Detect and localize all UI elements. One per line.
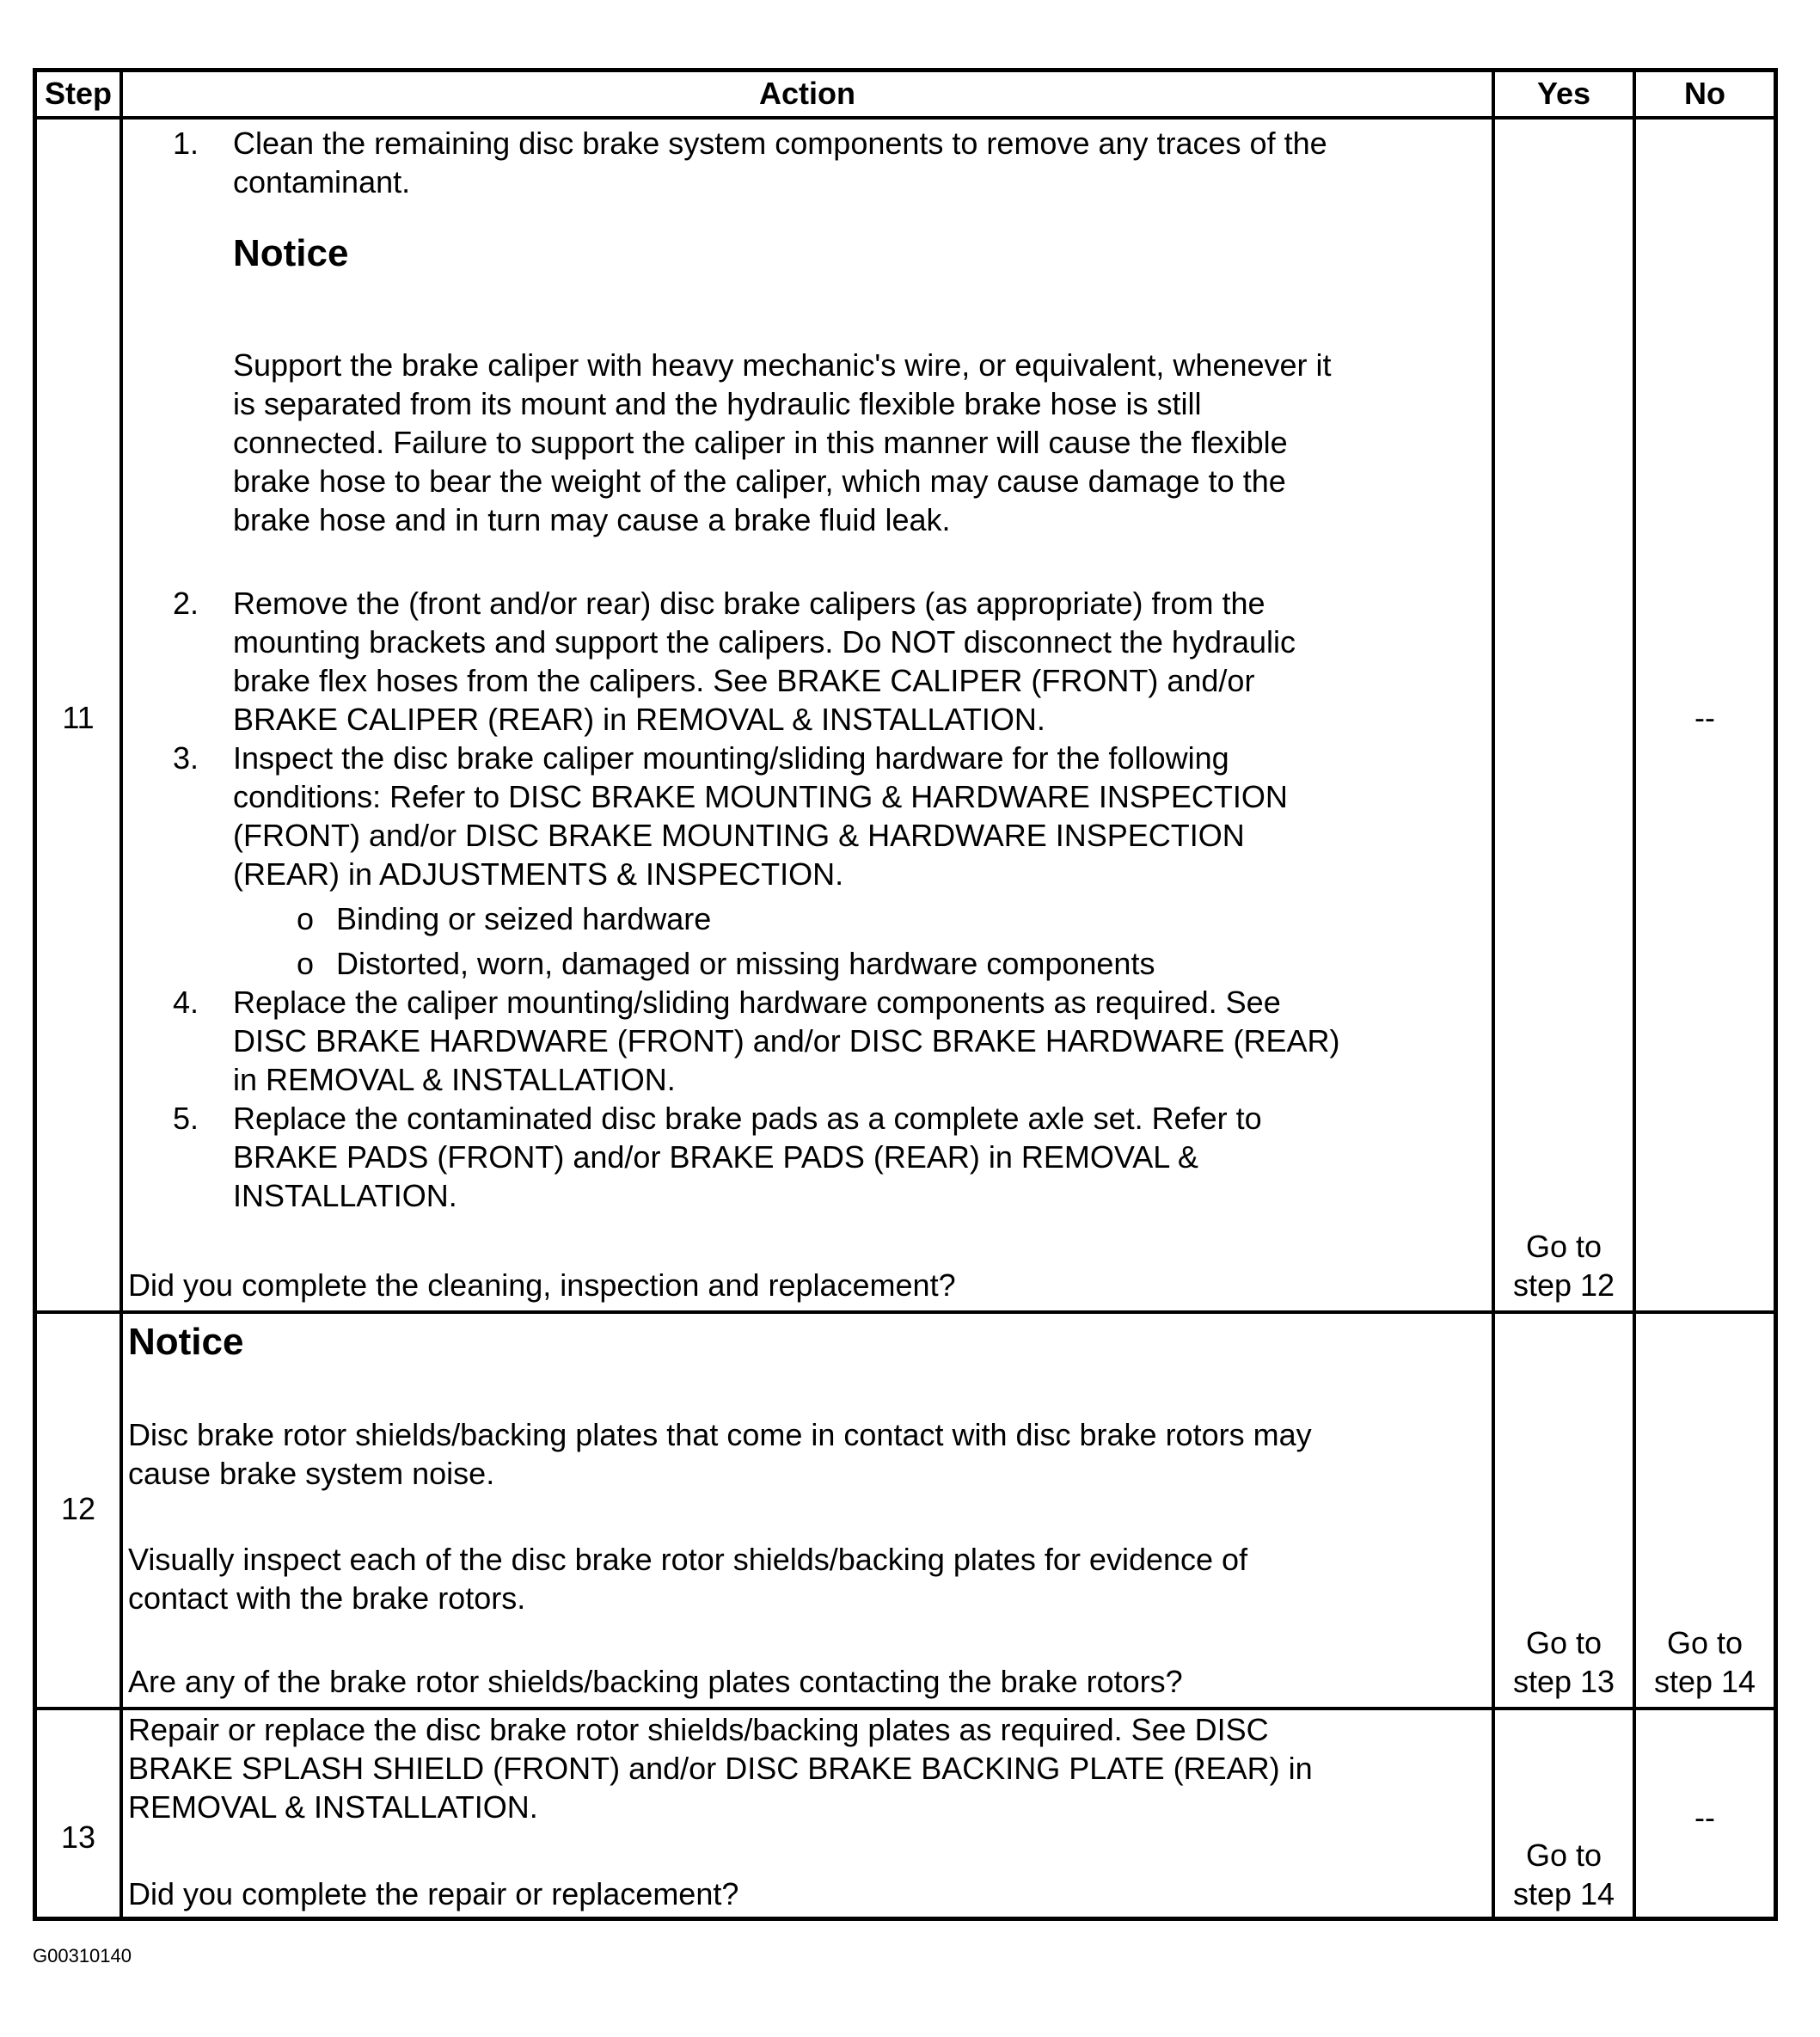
list-item-line: Replace the contaminated disc brake pads as a complete axle set. Refer to	[233, 1101, 1262, 1136]
instruction-line: contact with the brake rotors.	[128, 1580, 526, 1616]
no-action: --	[1694, 700, 1715, 735]
step-number: 12	[60, 1491, 96, 1526]
diagnostic-table	[33, 68, 1778, 1921]
list-item-line: Clean the remaining disc brake system components to remove any traces of the	[233, 126, 1327, 161]
notice-title: Notice	[233, 232, 349, 274]
list-item-line: Replace the caliper mounting/sliding hardware components as required. See	[233, 985, 1281, 1020]
sub-list-item: Distorted, worn, damaged or missing hardware components	[336, 946, 1155, 981]
list-item-line: conditions: Refer to DISC BRAKE MOUNTING & HARDWARE INSPECTION	[233, 779, 1288, 814]
bullet-icon: o	[297, 946, 315, 981]
column-divider	[119, 72, 123, 1917]
question-text: Are any of the brake rotor shields/backing plates contacting the brake rotors?	[128, 1664, 1183, 1699]
instruction-line: Visually inspect each of the disc brake rotor shields/backing plates for evidence of	[128, 1542, 1248, 1577]
question-text: Did you complete the cleaning, inspection and replacement?	[128, 1267, 956, 1303]
step-number: 13	[60, 1819, 96, 1855]
yes-action: Go to	[1525, 1625, 1602, 1660]
list-item-line: BRAKE PADS (FRONT) and/or BRAKE PADS (REAR) in REMOVAL &	[233, 1139, 1198, 1175]
list-item-line: INSTALLATION.	[233, 1178, 457, 1213]
header-action: Action	[759, 76, 855, 111]
header-yes: Yes	[1536, 76, 1591, 111]
list-item-line: BRAKE CALIPER (REAR) in REMOVAL & INSTALLATION.	[233, 702, 1045, 737]
header-no: No	[1684, 76, 1725, 111]
figure-code: G00310140	[33, 1945, 132, 1966]
list-item-line: (REAR) in ADJUSTMENTS & INSPECTION.	[233, 856, 844, 892]
instruction-line: REMOVAL & INSTALLATION.	[128, 1789, 538, 1825]
instruction-line: BRAKE SPLASH SHIELD (FRONT) and/or DISC BRAKE BACKING PLATE (REAR) in	[128, 1751, 1313, 1786]
question-text: Did you complete the repair or replacement?	[128, 1876, 739, 1911]
list-number: 4.	[172, 985, 199, 1020]
list-item-line: (FRONT) and/or DISC BRAKE MOUNTING & HARDWARE INSPECTION	[233, 818, 1245, 853]
bullet-icon: o	[297, 901, 315, 936]
no-action: Go to	[1666, 1625, 1743, 1660]
yes-action: Go to	[1525, 1229, 1602, 1264]
list-number: 2.	[172, 586, 199, 621]
list-number: 3.	[172, 740, 199, 776]
list-item-line: Remove the (front and/or rear) disc brake calipers (as appropriate) from the	[233, 586, 1265, 621]
list-item-line: in REMOVAL & INSTALLATION.	[233, 1062, 676, 1097]
list-number: 5.	[172, 1101, 199, 1136]
yes-action: step 14	[1512, 1876, 1615, 1911]
notice-line: brake hose to bear the weight of the caliper, which may cause damage to the	[233, 463, 1286, 499]
step-number: 11	[62, 700, 95, 735]
list-item-line: Inspect the disc brake caliper mounting/sliding hardware for the following	[233, 740, 1229, 776]
notice-line: Support the brake caliper with heavy mechanic's wire, or equivalent, whenever it	[233, 347, 1332, 383]
instruction-line: Repair or replace the disc brake rotor shields/backing plates as required. See DISC	[128, 1712, 1269, 1747]
notice-line: brake hose and in turn may cause a brake fluid leak.	[233, 502, 951, 537]
sub-list-item: Binding or seized hardware	[336, 901, 712, 936]
list-number: 1.	[172, 126, 199, 161]
list-item-line: contaminant.	[233, 164, 411, 199]
list-item-line: brake flex hoses from the calipers. See BRAKE CALIPER (FRONT) and/or	[233, 663, 1255, 698]
row-divider	[37, 1310, 1774, 1314]
yes-action: step 13	[1512, 1664, 1615, 1699]
yes-action: step 12	[1512, 1267, 1615, 1303]
list-item-line: DISC BRAKE HARDWARE (FRONT) and/or DISC BRAKE HARDWARE (REAR)	[233, 1023, 1340, 1058]
notice-title: Notice	[128, 1321, 244, 1363]
notice-line: connected. Failure to support the caliper in this manner will cause the flexible	[233, 425, 1288, 460]
header-step: Step	[44, 76, 112, 111]
notice-line: Disc brake rotor shields/backing plates that come in contact with disc brake rotors may	[128, 1417, 1312, 1452]
list-item-line: mounting brackets and support the calipers. Do NOT disconnect the hydraulic	[233, 624, 1296, 660]
yes-action: Go to	[1525, 1838, 1602, 1873]
no-action: --	[1694, 1800, 1715, 1835]
row-divider	[37, 116, 1774, 120]
notice-line: is separated from its mount and the hydraulic flexible brake hose is still	[233, 386, 1202, 421]
notice-line: cause brake system noise.	[128, 1456, 495, 1491]
no-action: step 14	[1653, 1664, 1756, 1699]
